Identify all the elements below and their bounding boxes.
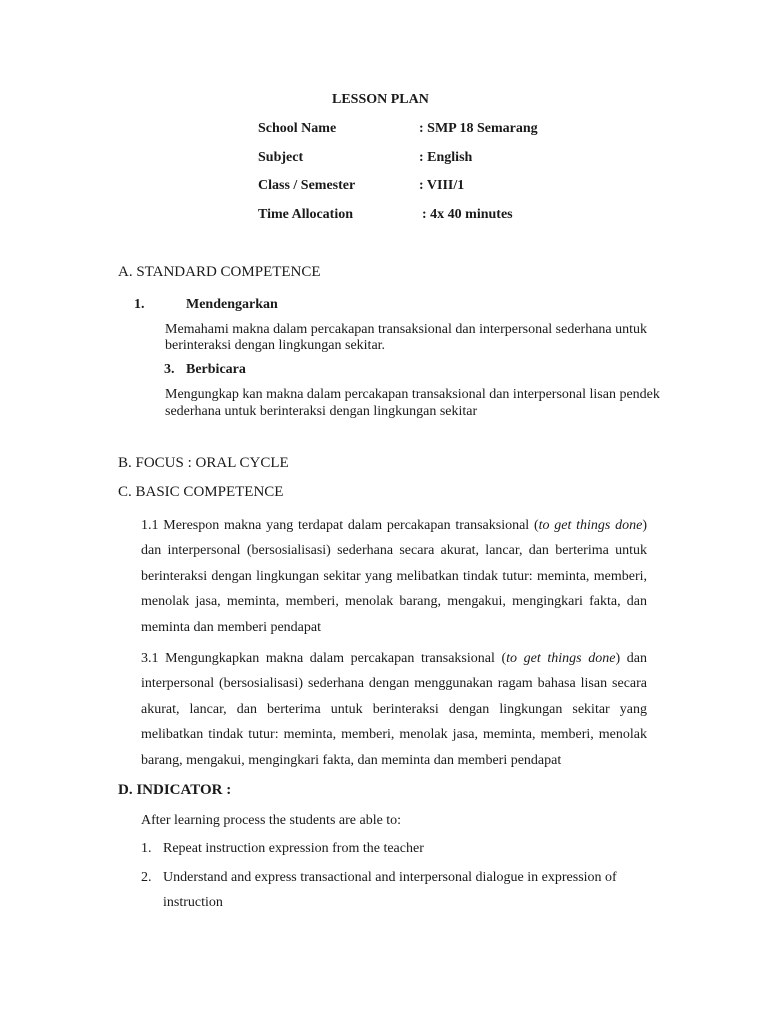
section-a-item3-number: 3. [164,362,175,377]
indicator-item-1-number: 1. [141,841,152,856]
bc-1-1-text-b: ) dan interpersonal (bersosialisasi) sederhana secara akurat, lancar, dan berterima untuk berinteraksi dengan lingkungan sekitar yang melibatkan tindak tutur: meminta, memberi, menolak jasa, meminta, memberi, menolak barang, mengakui, mengingkari fakta, dan meminta dan memberi pendapat [141,518,647,635]
indicator-intro: After learning process the students are able to: [141,813,402,828]
basic-competence-3-1 [141,646,647,773]
section-a-item1-number: 1. [134,297,145,312]
section-a-heading: A. STANDARD COMPETENCE [118,264,321,280]
bc-3-1-text-b: ) dan interpersonal (bersosialisasi) sederhana dengan menggunakan ragam bahasa lisan secara akurat, lancar, dan berterima untuk berinteraksi dengan lingkungan sekitar yang melibatkan tindak tutur: meminta, memberi, menolak jasa, meminta, memberi, menolak barang, mengakui, mengingkari fakta, dan meminta dan memberi pendapat [141,651,647,768]
info-label-class: Class / Semester [258,178,356,193]
bc-3-1-text-a: 3.1 Mengungkapkan makna dalam percakapan transaksional ( [141,651,507,666]
indicator-item-1-text: Repeat instruction expression from the teacher [163,841,424,856]
info-value-time: : 4x 40 minutes [422,207,513,222]
section-a-item1-title: Mendengarkan [186,297,278,312]
info-value-subject: : English [419,150,473,165]
bc-1-1-italic: to get things done [538,518,643,533]
section-d-heading: D. INDICATOR : [118,782,232,798]
bc-3-1-italic: to get things done [506,651,616,666]
info-label-time: Time Allocation [258,207,354,222]
section-c-heading: C. BASIC COMPETENCE [118,484,284,500]
section-b-heading: B. FOCUS : ORAL CYCLE [118,455,289,471]
indicator-item-2-continuation: instruction [163,895,223,910]
info-label-subject: Subject [258,150,304,165]
bc-1-1-text-a: 1.1 Merespon makna yang terdapat dalam percakapan transaksional ( [141,518,539,533]
section-a-item1-text: Memahami makna dalam percakapan transaksional dan interpersonal sederhana untuk berinteraksi dengan lingkungan sekitar. [165,322,648,353]
indicator-item-2-text: Understand and express transactional and interpersonal dialogue in expression of [163,870,617,885]
indicator-item-2-number: 2. [141,870,152,885]
page-title: LESSON PLAN [332,92,429,107]
info-value-class: : VIII/1 [419,178,465,193]
info-value-school: : SMP 18 Semarang [419,121,538,136]
section-a-item3-text: Mengungkap kan makna dalam percakapan transaksional dan interpersonal lisan pendek sederhana untuk berinteraksi dengan lingkungan sekitar [165,387,660,419]
info-label-school: School Name [258,121,337,136]
basic-competence-1-1 [141,513,647,640]
section-a-item3-title: Berbicara [186,362,246,377]
